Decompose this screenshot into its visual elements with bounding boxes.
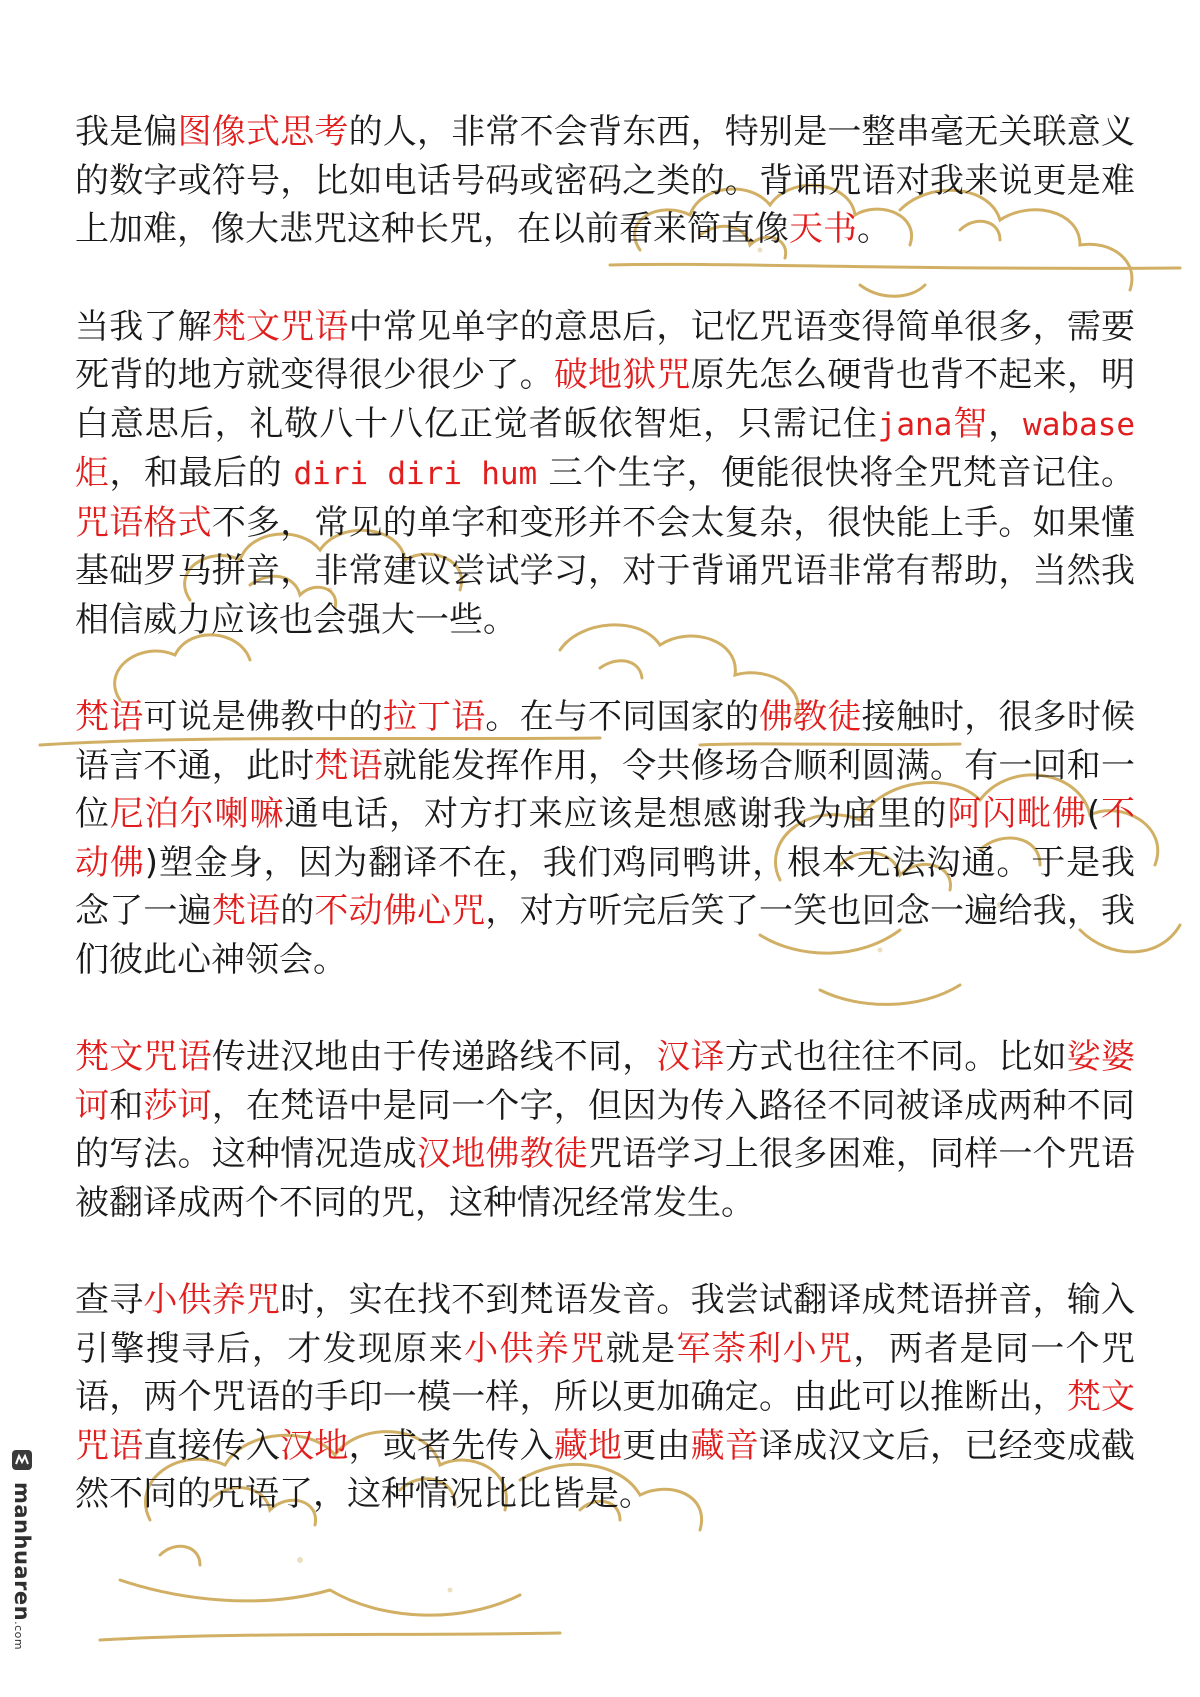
text-segment: 我是偏 bbox=[75, 112, 178, 152]
paragraph-5 bbox=[75, 1276, 1135, 1519]
text-segment: )塑金身，因为翻译不在，我们鸡同鸭讲，根本无法沟通。于是我念了一遍 bbox=[75, 842, 1136, 931]
text-segment: 方式也往往不同。比如 bbox=[724, 1037, 1067, 1077]
text-segment: 原先怎么硬背也背不起来，明白意思后，礼敬八十八亿正觉者皈依智炬，只需记住 bbox=[75, 355, 1136, 444]
paragraph-1 bbox=[75, 108, 1135, 254]
highlighted-term: 天书 bbox=[789, 209, 857, 249]
text-segment: ， bbox=[988, 403, 1024, 444]
paragraph-3 bbox=[75, 693, 1135, 984]
highlighted-term: 梵文咒语 bbox=[75, 1037, 212, 1077]
highlighted-term: diri diri hum bbox=[293, 456, 538, 492]
site-watermark bbox=[4, 1448, 38, 1688]
text-segment: 接触时，很多时候语言不通，此时 bbox=[75, 697, 1136, 786]
paragraph-2 bbox=[75, 303, 1135, 645]
text-segment: ，或者先传入 bbox=[348, 1425, 554, 1466]
highlighted-term: 阿闪毗佛 bbox=[947, 794, 1087, 834]
text-segment: 不多，常见的单字和变形并不会太复杂，很快能上手。如果懂基础罗马拼音，非常建议尝试学习，对于背诵咒语非常有帮助，当然我相信威力应该也会强大一些。 bbox=[75, 502, 1136, 640]
text-segment: ，两者是同一个咒语，两个咒语的手印一模一样，所以更加确定。由此可以推断出， bbox=[75, 1328, 1136, 1417]
manhuaren-logo-icon bbox=[10, 1448, 34, 1472]
text-segment: ( bbox=[1086, 794, 1101, 834]
highlighted-term: 梵语 bbox=[211, 891, 281, 931]
text-segment: 和 bbox=[109, 1085, 144, 1126]
highlighted-term: 破地狱咒 bbox=[553, 355, 691, 395]
highlighted-term: jana bbox=[877, 406, 953, 443]
text-segment: ，对方听完后笑了一笑也回念一遍给我，我们彼此心神领会。 bbox=[75, 891, 1136, 980]
text-segment: 。在与不同国家的 bbox=[485, 697, 760, 737]
highlighted-term: 藏音 bbox=[690, 1425, 760, 1466]
highlighted-term: 梵文咒语 bbox=[211, 306, 349, 347]
highlighted-term: 汉译 bbox=[656, 1037, 725, 1077]
text-segment: 更由 bbox=[622, 1425, 691, 1466]
text-segment: ，在梵语中是同一个字，但因为传入路径不同被译成两种不同的写法。这种情况造成 bbox=[75, 1085, 1136, 1174]
highlighted-term: 梵语 bbox=[75, 697, 144, 737]
highlighted-term: 尼泊尔喇嘛 bbox=[109, 794, 285, 834]
highlighted-term: 藏地 bbox=[553, 1425, 623, 1466]
highlighted-term: 不动佛心咒 bbox=[314, 891, 486, 931]
text-segment: 当我了解 bbox=[75, 306, 212, 347]
text-segment: 直接传入 bbox=[143, 1425, 281, 1466]
paragraph-4 bbox=[75, 1033, 1135, 1227]
text-segment: 通电话，对方打来应该是想感谢我为庙里的 bbox=[284, 794, 948, 834]
text-segment: 可说是佛教中的 bbox=[143, 697, 383, 737]
highlighted-term: 梵文咒语 bbox=[75, 1377, 1136, 1466]
highlighted-term: 汉地 bbox=[280, 1425, 349, 1466]
highlighted-term: 不动佛 bbox=[75, 794, 1136, 883]
highlighted-term: 军荼利小咒 bbox=[676, 1328, 854, 1369]
highlighted-term: 小供养咒 bbox=[143, 1280, 281, 1320]
highlighted-term: 小供养咒 bbox=[464, 1328, 606, 1369]
watermark-suffix: .com bbox=[12, 1621, 25, 1651]
highlighted-term: 汉地佛教徒 bbox=[417, 1134, 588, 1174]
text-segment: 查寻 bbox=[75, 1280, 144, 1320]
highlighted-term: 拉丁语 bbox=[382, 697, 486, 737]
highlighted-term: 智 bbox=[952, 403, 989, 444]
highlighted-term: 佛教徒 bbox=[759, 697, 862, 737]
text-segment: 就能发挥作用，令共修场合顺利圆满。有一回和一位 bbox=[75, 745, 1136, 834]
highlighted-term: 娑婆诃 bbox=[75, 1037, 1136, 1126]
text-segment: 的人，非常不会背东西，特别是一整串毫无关联意义的数字或符号，比如电话号码或密码之类的。背诵咒语对我来说更是难上加难，像大悲咒这种长咒，在以前看来简直像 bbox=[75, 112, 1136, 249]
text-segment: 中常见单字的意思后，记忆咒语变得简单很多，需要死背的地方就变得很少很少了。 bbox=[75, 306, 1136, 395]
text-segment: 的 bbox=[280, 891, 315, 931]
text-segment: 就是 bbox=[605, 1328, 677, 1369]
highlighted-term: 咒语格式 bbox=[75, 502, 212, 543]
text-segment: 咒语学习上很多困难，同样一个咒语被翻译成两个不同的咒，这种情况经常发生。 bbox=[75, 1134, 1135, 1223]
text-segment: 传进汉地由于传递路线不同， bbox=[211, 1037, 657, 1077]
watermark-name: manhuaren bbox=[10, 1482, 34, 1622]
text-segment: 三个生字，便能很快将全咒梵音记住。 bbox=[537, 453, 1135, 493]
highlighted-term: 图像式思考 bbox=[177, 112, 349, 152]
text-segment: 译成汉文后，已经变成截然不同的咒语了，这种情况比比皆是。 bbox=[75, 1425, 1136, 1514]
article-body bbox=[75, 108, 1135, 1568]
highlighted-term: wabase bbox=[1023, 406, 1136, 443]
text-segment: 时，实在找不到梵语发音。我尝试翻译成梵语拼音，输入引擎搜寻后，才发现原来 bbox=[75, 1280, 1136, 1369]
highlighted-term: 炬 bbox=[75, 453, 110, 493]
watermark-text bbox=[10, 1482, 34, 1650]
text-segment: ，和最后的 bbox=[109, 453, 294, 493]
highlighted-term: 莎诃 bbox=[143, 1085, 212, 1126]
text-segment: 。 bbox=[857, 209, 891, 249]
highlighted-term: 梵语 bbox=[314, 745, 383, 786]
